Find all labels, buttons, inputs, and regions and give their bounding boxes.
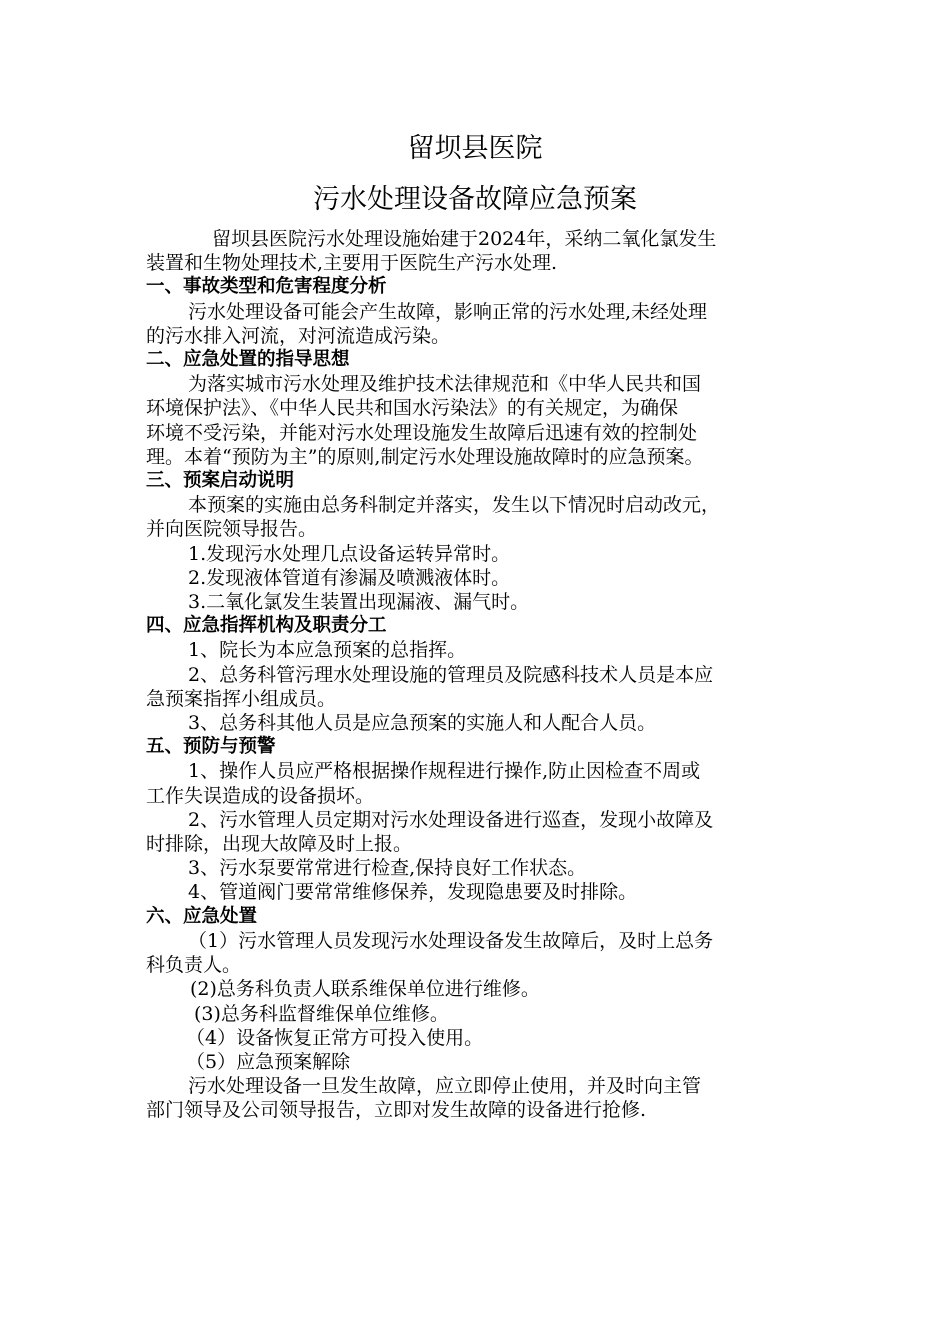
section-line: 急预案指挥小组成员。 [146,687,337,710]
list-item: （5）应急预案解除 [186,1050,351,1073]
list-item: 1、操作人员应严格根据操作规程进行操作,防止因检查不周或 [188,760,701,783]
list-item: 3、污水泵要常常进行检查,保持良好工作状态。 [188,857,587,880]
section-line: 为落实城市污水处理及维护技术法律规范和《中华人民共和国 [188,373,702,396]
section-heading: 三、预案启动说明 [146,470,295,492]
document-subtitle: 污水处理设备故障应急预案 [313,184,637,215]
section-line: 污水处理设备可能会产生故障，影响正常的污水处理,未经处理 [188,300,708,323]
list-item: 3.二氧化氯发生装置出现漏液、漏气时。 [188,591,530,614]
section-heading: 一、事故类型和危害程度分析 [146,276,387,298]
section-heading: 五、预防与预警 [146,736,276,758]
list-item: 1、院长为本应急预案的总指挥。 [188,639,467,662]
section-line: 并向医院领导报告。 [146,518,318,541]
section-heading: 四、应急指挥机构及职责分工 [146,615,387,637]
list-item: 2.发现液体管道有渗漏及喷溅液体时。 [188,566,511,589]
list-item: （4）设备恢复正常方可投入使用。 [186,1026,484,1049]
list-item: 3、总务科其他人员是应急预案的实施人和人配合人员。 [188,712,657,735]
document-title: 留坝县医院 [407,133,543,164]
list-item: (3)总务科监督维保单位维修。 [194,1002,449,1025]
document-body [146,227,816,1123]
section-line: 工作失误造成的设备损坏。 [146,784,375,807]
section-heading: 二、应急处置的指导思想 [146,349,350,371]
section-line: 科负责人。 [146,954,242,977]
section-line: 环境保护法》、《中华人民共和国水污染法》的有关规定，为确保 [146,397,679,420]
section-line: 理。本着“预防为主”的原则,制定污水处理设施故障时的应急预案。 [146,445,704,468]
section-heading: 六、应急处置 [146,905,258,927]
section-line: 时排除，出现大故障及时上报。 [146,833,413,856]
intro-line: 留坝县医院污水处理设施始建于2024年，采纳二氧化氯发生 [212,228,717,250]
list-item: （1）污水管理人员发现污水处理设备发生故障后，及时上总务 [188,929,714,952]
list-item: 4、管道阀门要常常维修保养，发现隐患要及时排除。 [188,881,638,904]
section-line: 污水处理设备一旦发生故障，应立即停止使用，并及时向主管 [188,1075,702,1098]
section-line: 的污水排入河流，对河流造成污染。 [146,324,451,347]
list-item: 2、污水管理人员定期对污水处理设备进行巡查，发现小故障及 [188,808,714,831]
list-item: 1.发现污水处理几点设备运转异常时。 [188,542,511,565]
section-line: 环境不受污染，并能对污水处理设施发生故障后迅速有效的控制处 [146,421,698,444]
section-line: 本预案的实施由总务科制定并落实，发生以下情况时启动改元， [188,494,721,517]
list-item: (2)总务科负责人联系维保单位进行维修。 [190,978,540,1001]
intro-line: 装置和生物处理技术,主要用于医院生产污水处理. [146,252,558,275]
section-line: 部门领导及公司领导报告，立即对发生故障的设备进行抢修. [146,1099,647,1122]
list-item: 2、总务科管污理水处理设施的管理员及院感科技术人员是本应 [188,663,714,686]
